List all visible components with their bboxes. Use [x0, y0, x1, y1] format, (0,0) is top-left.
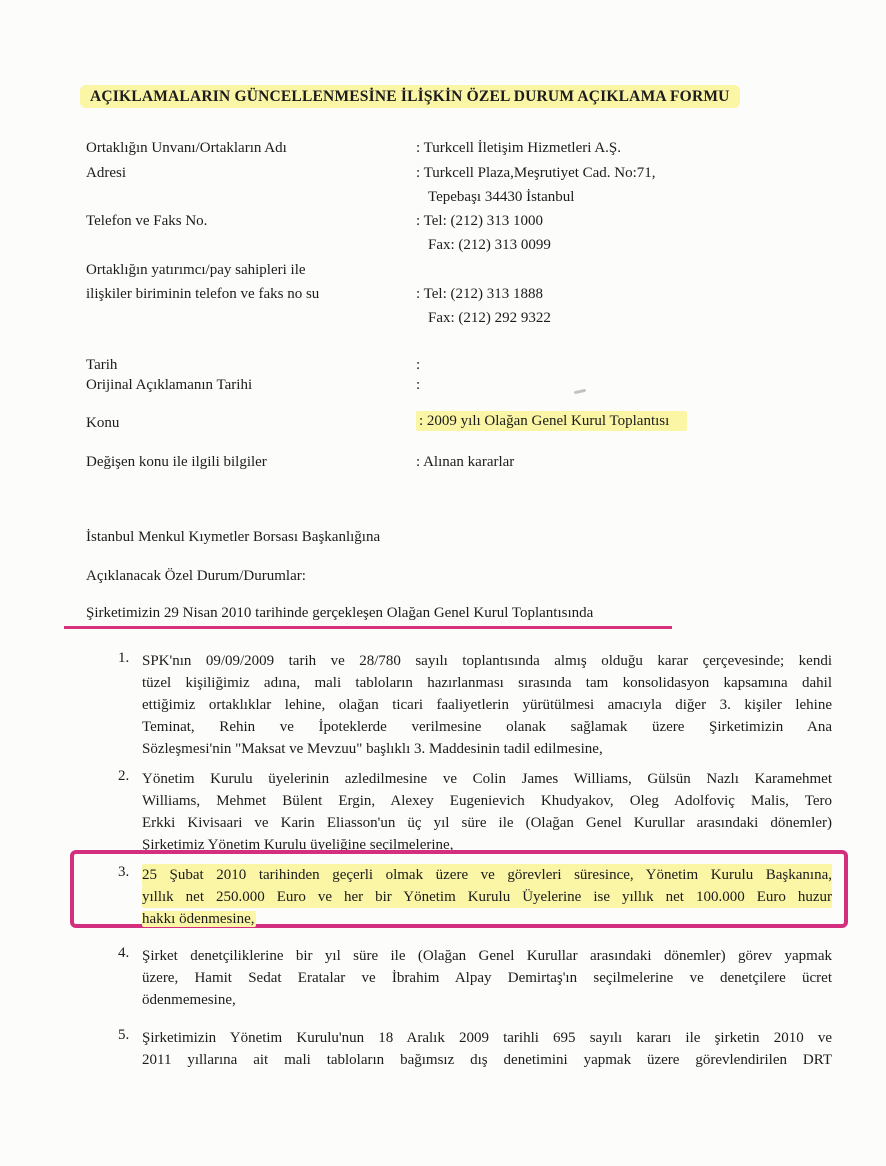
item-line: ettiğimiz ortaklıklar lehine, olağan ticari faaliyetlerin yürütülmesi amacıyla diğer 3. kişiler lehine: [142, 697, 832, 713]
item-line: 2011 yıllarına ait mali tabloların bağımsız dış denetimini yapmak üzere görevlendirilen DRT: [142, 1052, 832, 1068]
item-line: SPK'nın 09/09/2009 tarih ve 28/780 sayılı toplantısında almış olduğu karar çerçevesinde; kendi: [142, 653, 832, 669]
item-line: Teminat, Rehin ve İpoteklerde verilmesine olanak sağlamak üzere Şirketimizin Ana: [142, 719, 832, 735]
address-label: Adresi: [86, 165, 126, 181]
item-line: Erkki Kivisaari ve Karin Eliasson'un üç yıl süre ile (Olağan Genel Kurullar arasındaki dönemler): [142, 815, 832, 831]
changed-info-value: : Alınan kararlar: [416, 454, 515, 470]
item-number: 1.: [118, 650, 130, 666]
item-line: üzere, Hamit Sedat Eratalar ve İbrahim Alpay Demirtaş'ın seçilmelerine ve denetçilere ücret: [142, 970, 832, 986]
item-number: 4.: [118, 945, 130, 961]
original-date-value: :: [416, 377, 421, 393]
ir-fax-value: Fax: (212) 292 9322: [428, 310, 551, 326]
item-text: [142, 864, 832, 930]
item-line: hakkı ödenmesine,: [142, 911, 255, 927]
item-line: Şirketimiz Yönetim Kurulu üyeliğine seçilmelerine,: [142, 837, 454, 853]
item-line: Sözleşmesi'nin "Maksat ve Mevzuu" başlıklı 3. Maddesinin tadil edilmesine,: [142, 741, 603, 757]
title-highlight: AÇIKLAMALARIN GÜNCELLENMESİNE İLİŞKİN ÖZEL DURUM AÇIKLAMA FORMU: [80, 85, 740, 108]
address-value-line1: : Turkcell Plaza,Meşrutiyet Cad. No:71,: [416, 165, 656, 181]
subject-value-wrapper: [416, 413, 687, 430]
company-name-label: Ortaklığın Unvanı/Ortakların Adı: [86, 140, 287, 156]
item-line: Williams, Mehmet Bülent Ergin, Alexey Eugenievich Khudyakov, Oleg Adolfoviç Malis, Tero: [142, 793, 832, 809]
subject-label: Konu: [86, 415, 120, 431]
item-line-wrapper: [142, 908, 832, 930]
item-number: 5.: [118, 1027, 130, 1043]
item-number: 2.: [118, 768, 130, 784]
ir-label-line1: Ortaklığın yatırımcı/pay sahipleri ile: [86, 262, 306, 278]
subject-value: : 2009 yılı Olağan Genel Kurul Toplantısı: [416, 411, 687, 431]
item-text: [142, 1027, 832, 1071]
date-label: Tarih: [86, 357, 118, 373]
item-line: Şirketimizin Yönetim Kurulu'nun 18 Aralık 2009 tarihli 695 sayılı kararı ile şirketin 2010 ve: [142, 1030, 832, 1046]
item-text: [142, 945, 832, 1011]
date-value: :: [416, 357, 421, 373]
intro-sentence: Şirketimizin 29 Nisan 2010 tarihinde gerçekleşen Olağan Genel Kurul Toplantısında: [86, 605, 594, 621]
phone-fax-label: Telefon ve Faks No.: [86, 213, 208, 229]
item-line: 25 Şubat 2010 tarihinden geçerli olmak üzere ve görevleri süresince, Yönetim Kurulu Başkanına,: [142, 864, 832, 886]
scan-smudge: [574, 389, 586, 394]
item-text: [142, 768, 832, 856]
addressee: İstanbul Menkul Kıymetler Borsası Başkanlığına: [86, 529, 381, 545]
intro-underline: [64, 626, 672, 629]
ir-label-line2: ilişkiler biriminin telefon ve faks no su: [86, 286, 320, 302]
company-name-value: : Turkcell İletişim Hizmetleri A.Ş.: [416, 140, 621, 156]
address-value-line2: Tepebaşı 34430 İstanbul: [428, 189, 575, 205]
item-number: 3.: [118, 864, 130, 880]
item-line: yıllık net 250.000 Euro ve her bir Yönetim Kurulu Üyelerine ise yıllık net 100.000 Euro huzur: [142, 886, 832, 908]
item-line: Şirket denetçiliklerine bir yıl süre ile (Olağan Genel Kurullar arasındaki dönemler) görev yapmak: [142, 948, 832, 964]
item-line: ödenmemesine,: [142, 992, 236, 1008]
disclosures-label: Açıklanacak Özel Durum/Durumlar:: [86, 568, 306, 584]
original-date-label: Orijinal Açıklamanın Tarihi: [86, 377, 253, 393]
item-line: tüzel kişiliğimiz adına, mali tabloların hazırlanması sırasında tam konsolidasyon kapsamına dahil: [142, 675, 832, 691]
ir-phone-value: : Tel: (212) 313 1888: [416, 286, 543, 302]
phone-value: : Tel: (212) 313 1000: [416, 213, 543, 229]
item-line: Yönetim Kurulu üyelerinin azledilmesine ve Colin James Williams, Gülsün Nazlı Karamehmet: [142, 771, 832, 787]
form-title: [80, 88, 810, 106]
changed-info-label: Değişen konu ile ilgili bilgiler: [86, 454, 267, 470]
item-text: [142, 650, 832, 760]
fax-value: Fax: (212) 313 0099: [428, 237, 551, 253]
